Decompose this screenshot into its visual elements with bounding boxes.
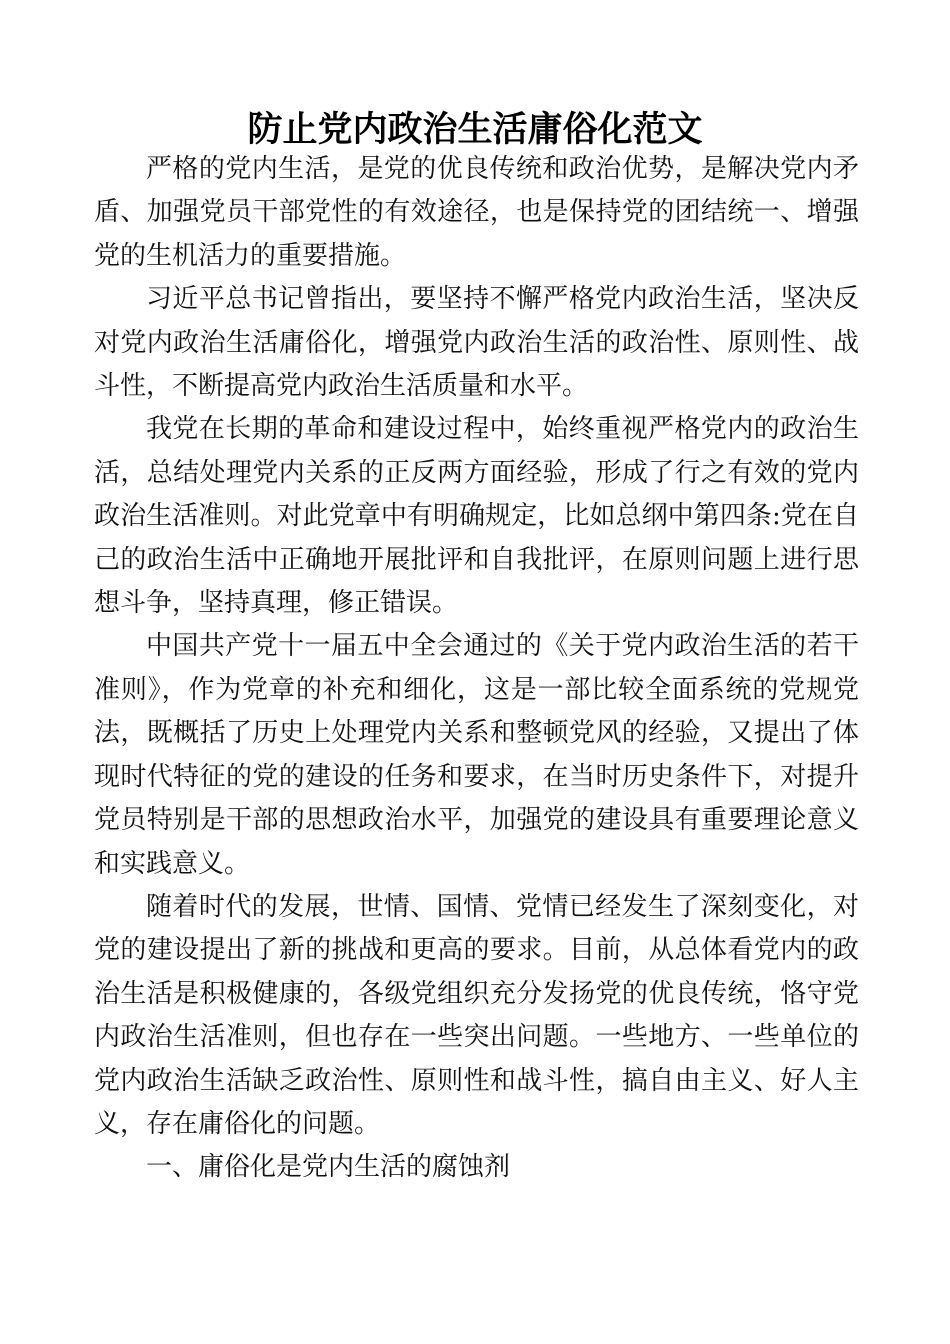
paragraph: 随着时代的发展，世情、国情、党情已经发生了深刻变化，对党的建设提出了新的挑战和更高的要求。目前，从总体看党内的政治生活是积极健康的，各级党组织充分发扬党的优良传统，恪守党内政治生活准则，但也存在一些突出问题。一些地方、一些单位的党内政治生活缺乏政治性、原则性和战斗性，搞自由主义、好人主义，存在庸俗化的问题。	[94, 891, 859, 1139]
document-body	[94, 148, 859, 1190]
document-title: 防止党内政治生活庸俗化范文	[247, 109, 703, 150]
paragraph: 中国共产党十一届五中全会通过的《关于党内政治生活的若干准则》，作为党章的补充和细化，这是一部比较全面系统的党规党法，既概括了历史上处理党内关系和整顿党风的经验，又提出了体现时代特征的党的建设的任务和要求，在当时历史条件下，对提升党员特别是干部的思想政治水平，加强党的建设具有重要理论意义和实践意义。	[94, 631, 859, 879]
paragraph: 我党在长期的革命和建设过程中，始终重视严格党内的政治生活，总结处理党内关系的正反两方面经验，形成了行之有效的党内政治生活准则。对此党章中有明确规定，比如总纲中第四条:党在自己的政治生活中正确地开展批评和自我批评，在原则问题上进行思想斗争，坚持真理，修正错误。	[94, 414, 859, 619]
section-heading: 一、庸俗化是党内生活的腐蚀剂	[146, 1152, 511, 1183]
paragraph: 习近平总书记曾指出，要坚持不懈严格党内政治生活，坚决反对党内政治生活庸俗化，增强党内政治生活的政治性、原则性、战斗性，不断提高党内政治生活质量和水平。	[94, 284, 859, 402]
paragraph: 严格的党内生活，是党的优良传统和政治优势，是解决党内矛盾、加强党员干部党性的有效途径，也是保持党的团结统一、增强党的生机活力的重要措施。	[94, 154, 859, 271]
